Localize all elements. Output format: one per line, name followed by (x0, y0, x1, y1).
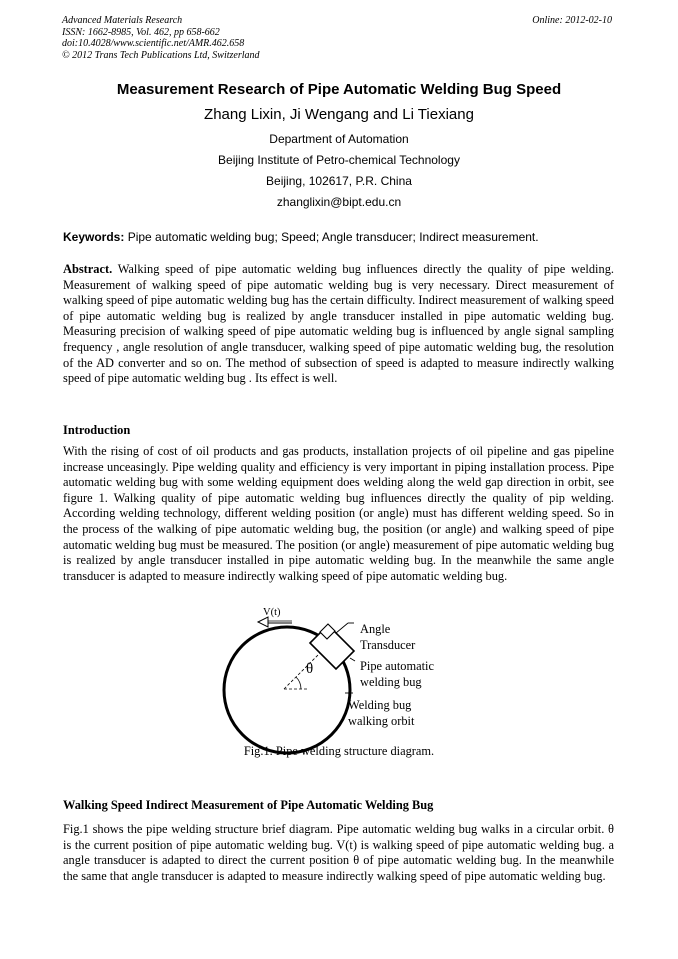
introduction-text: With the rising of cost of oil products and gas products, installation projects of oil pipeline and gas pipeline increase unceasingly. Pipe welding quality and efficiency is very important in piping installation process. Pipe automatic welding bug with some welding equipment does welding along the weld gap direction in orbit, see figure 1. Walking quality of pipe automatic welding bug influences directly the quality of pip welding. According welding technology, different welding position (or angle) must has different welding speed. So in the process of the walking of pipe automatic welding bug, the position (or angle) and walking speed of pipe automatic welding bug must be measured. The position (or angle) measurement of pipe automatic welding bug is realized by angle transducer installed in pipe automatic welding bug. In the meanwhile the same angle transducer is adapted to measure indirectly walking speed of pipe automatic welding bug. (63, 444, 614, 583)
copyright-line: © 2012 Trans Tech Publications Ltd, Switzerland (62, 49, 260, 61)
address: Beijing, 102617, P.R. China (266, 174, 412, 188)
orbit-label-2: walking orbit (348, 714, 415, 728)
abstract-text: Walking speed of pipe automatic welding bug influences directly the quality of pipe welding. Measurement of walking speed of pipe automatic welding bug is very necessary. Direct measurement of walking speed of pipe automatic welding bug has the certain difficulty. Indirect measurement of walking speed of pipe automatic welding bug is realized by angle transducer installed in pipe automatic welding bug. Measuring precision of walking speed of pipe automatic welding bug is influenced by angle signal sampling frequency , angle resolution of angle transducer, walking speed of pipe automatic welding bug, the resolution of the AD converter and so on. The method of subsection of speed is adapted to measure indirectly walking speed of pipe automatic welding bug . Its effect is well. (63, 262, 614, 386)
authors: Zhang Lixin, Ji Wengang and Li Tiexiang (204, 106, 474, 123)
velocity-label: V(t) (263, 607, 281, 618)
bug-leader (350, 658, 355, 661)
issn-line: ISSN: 1662-8985, Vol. 462, pp 658-662 (62, 26, 220, 38)
introduction-heading: Introduction (63, 423, 131, 437)
angle-transducer-label-2: Transducer (360, 638, 416, 652)
angle-transducer-label-1: Angle (360, 622, 391, 636)
doi-line: doi:10.4028/www.scientific.net/AMR.462.658 (62, 38, 245, 50)
email: zhanglixin@bipt.edu.cn (276, 195, 402, 209)
figure-caption: Fig.1. Pipe welding structure diagram. (243, 744, 435, 758)
section2-heading: Walking Speed Indirect Measurement of Pipe Automatic Welding Bug (63, 798, 434, 812)
journal-header (62, 15, 260, 61)
keywords (63, 230, 539, 244)
abstract (63, 262, 614, 387)
keywords-label: Keywords: (63, 230, 125, 244)
velocity-arrow (258, 617, 292, 627)
institute: Beijing Institute of Petro-chemical Technology (218, 153, 460, 167)
keywords-text: Pipe automatic welding bug; Speed; Angle transducer; Indirect measurement. (124, 230, 539, 244)
online-date: Online: 2012-02-10 (532, 15, 612, 26)
abstract-label: Abstract. (63, 262, 113, 276)
journal-name: Advanced Materials Research (62, 15, 183, 26)
angle-arc (296, 677, 301, 689)
transducer-leader (336, 623, 348, 633)
theta-label: θ (306, 661, 314, 677)
bug-label-1: Pipe automatic (360, 659, 434, 673)
section2-text: Fig.1 shows the pipe welding structure brief diagram. Pipe automatic welding bug walks in a circular orbit. θ is the current position of pipe automatic welding bug. V(t) is walking speed of pipe automatic welding bug. a angle transducer is adapted to direct the current position θ of pipe automatic welding bug. In the meanwhile the same that angle transducer is adapted to measure indirectly walking speed of pipe automatic welding bug. (63, 822, 614, 883)
department: Department of Automation (269, 132, 409, 146)
bug-label-2: welding bug (360, 675, 422, 689)
paper-title: Measurement Research of Pipe Automatic Welding Bug Speed (116, 81, 562, 98)
orbit-label-1: Welding bug (348, 698, 412, 712)
